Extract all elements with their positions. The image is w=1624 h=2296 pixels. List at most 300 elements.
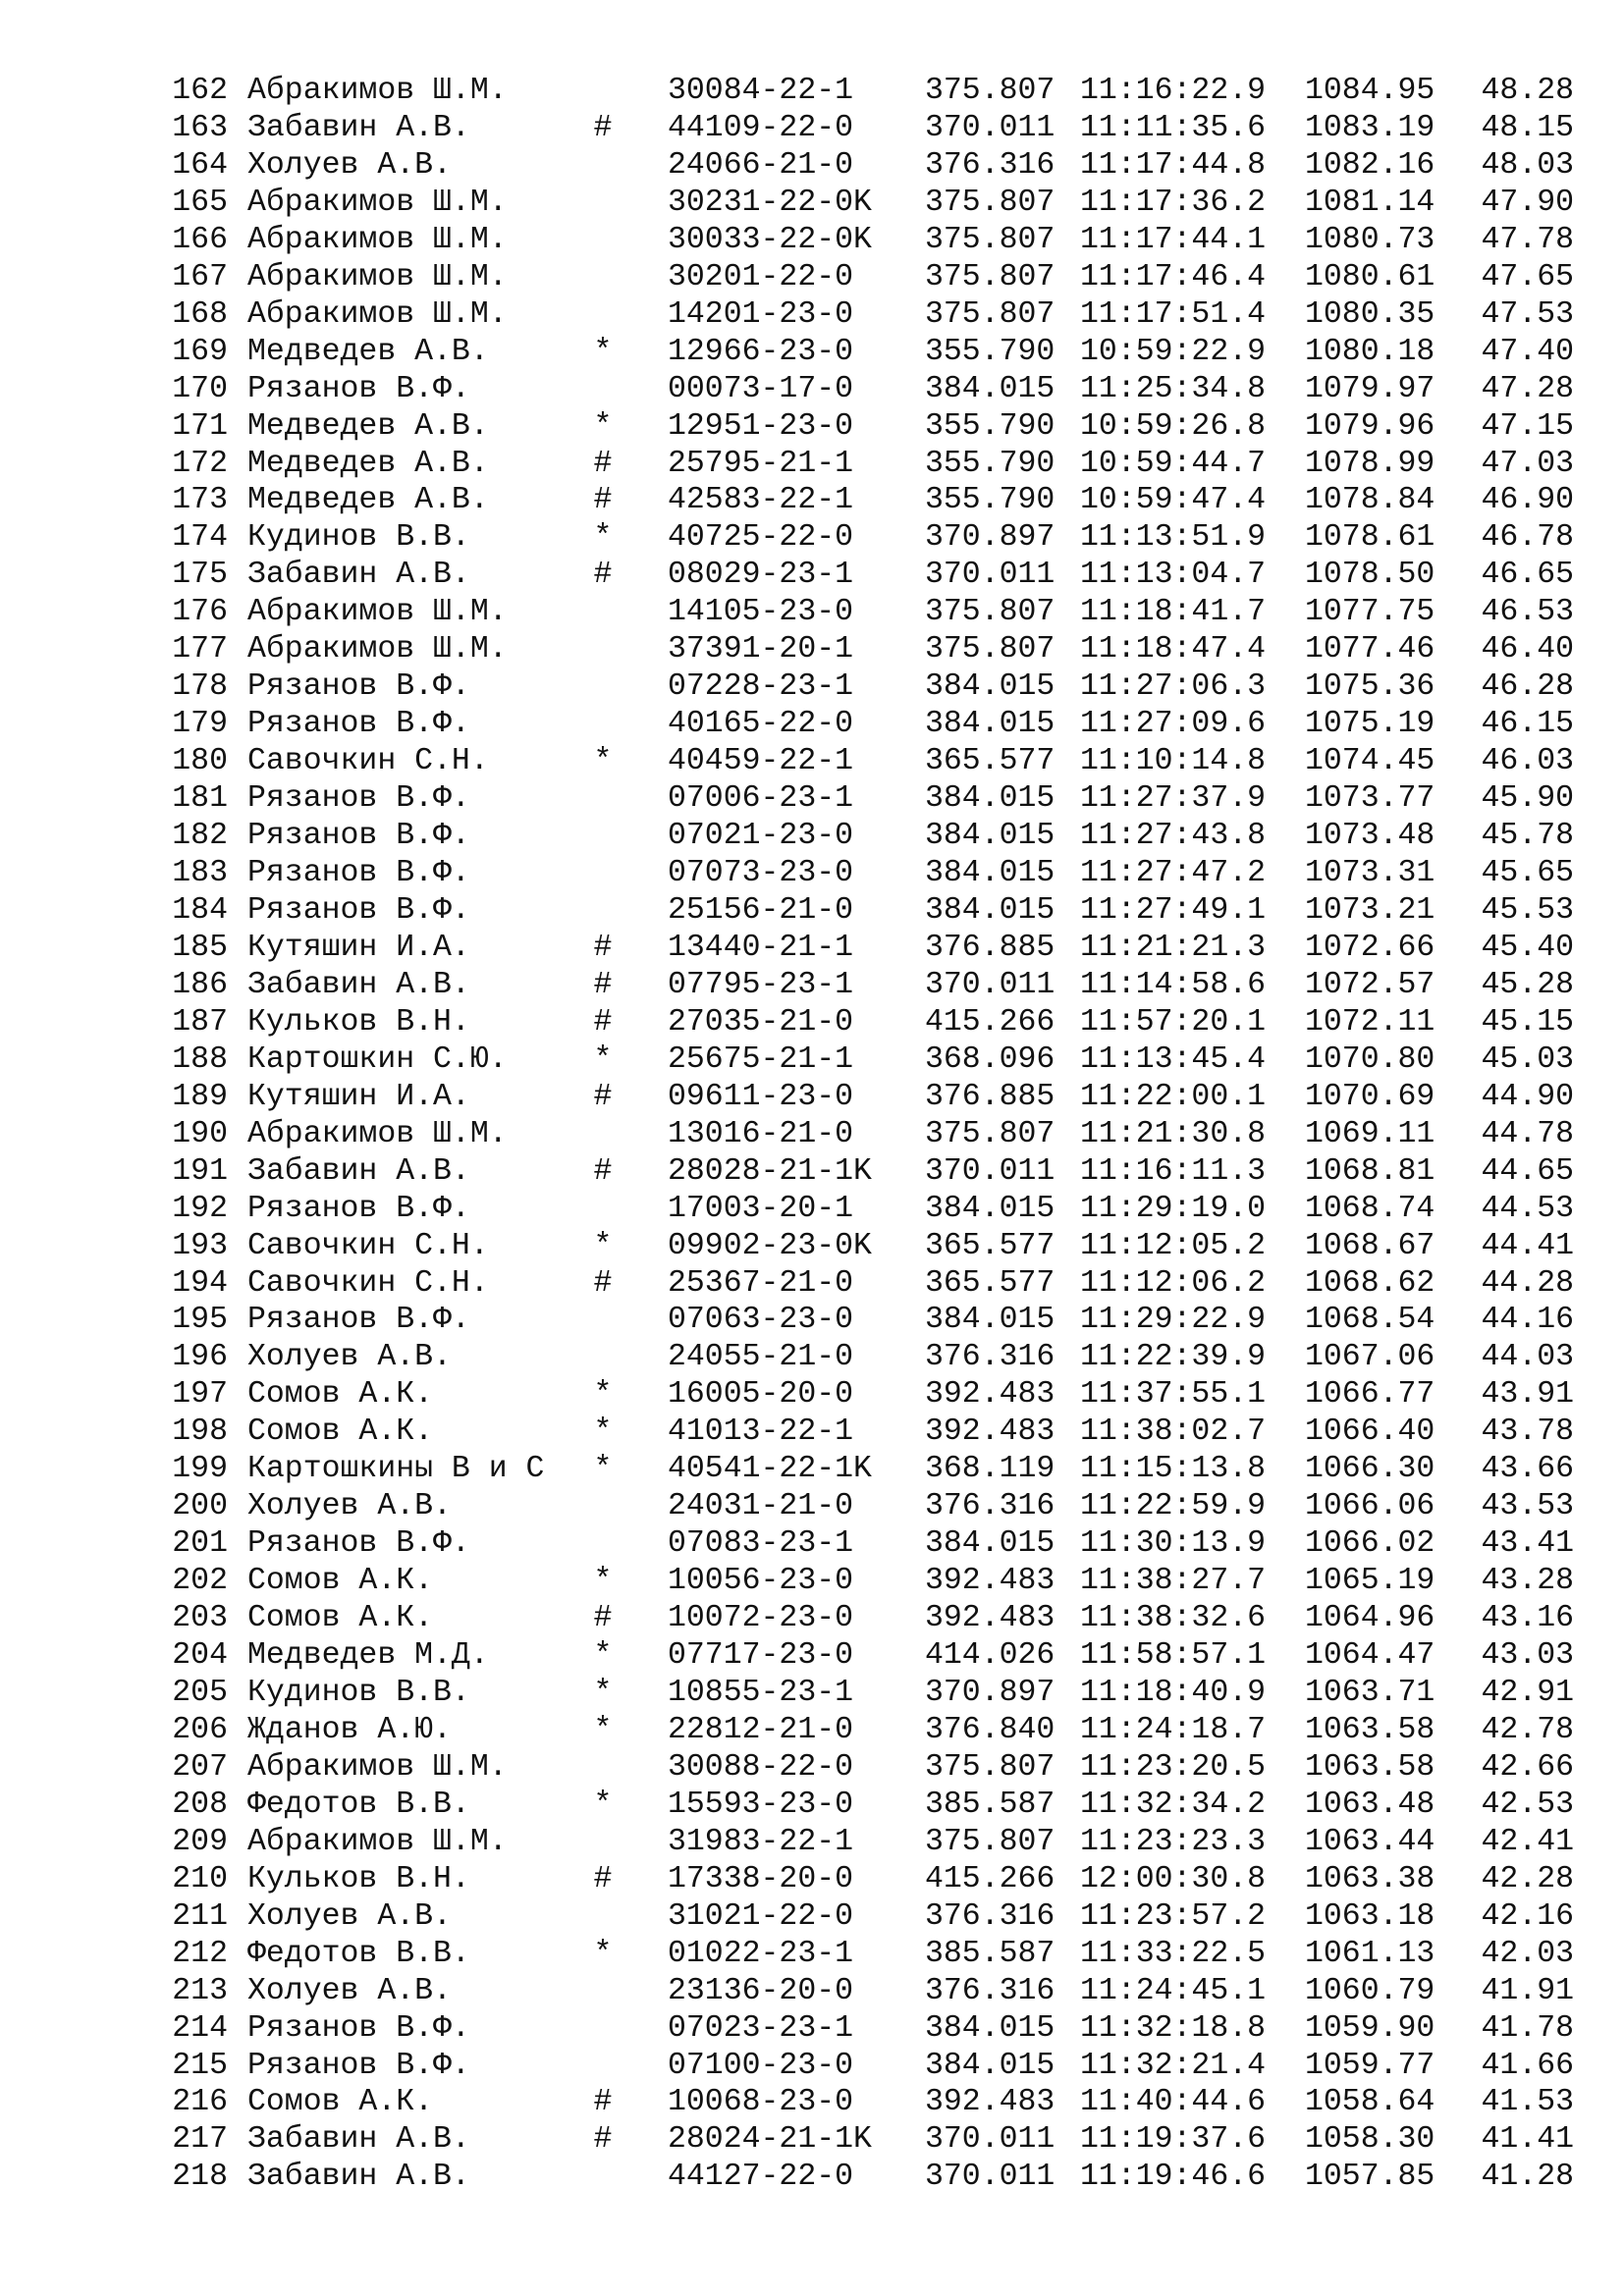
distance-value: 392.483 <box>925 1564 1056 1599</box>
arrival-time: 11:23:23.3 <box>1080 1824 1267 1859</box>
points-value: 41.78 <box>1481 2010 1574 2046</box>
points-value: 47.40 <box>1481 334 1574 369</box>
speed-value: 1063.44 <box>1305 1824 1435 1859</box>
status-mark: * <box>593 408 613 444</box>
speed-value: 1072.66 <box>1305 930 1435 965</box>
place-number: 173 <box>172 483 228 518</box>
status-mark: * <box>593 1638 613 1674</box>
ring-number: 40165-22-0 <box>668 707 854 742</box>
fancier-name: Рязанов В.Ф. <box>247 707 470 742</box>
ring-number: 07795-23-1 <box>668 967 854 1002</box>
result-row <box>169 1637 1593 1675</box>
place-number: 204 <box>172 1638 228 1674</box>
points-value: 45.15 <box>1481 1004 1574 1040</box>
arrival-time: 11:23:57.2 <box>1080 1898 1267 1934</box>
points-value: 46.15 <box>1481 707 1574 742</box>
distance-value: 414.026 <box>925 1638 1056 1674</box>
fancier-name: Кульков В.Н. <box>247 1861 470 1896</box>
result-row <box>169 1079 1593 1116</box>
fancier-name: Абракимов Ш.М. <box>247 1116 508 1151</box>
arrival-time: 11:24:45.1 <box>1080 1973 1267 2008</box>
speed-value: 1070.80 <box>1305 1041 1435 1077</box>
status-mark: * <box>593 1564 613 1599</box>
result-row <box>169 519 1593 557</box>
distance-value: 368.096 <box>925 1041 1056 1077</box>
result-row <box>169 1041 1593 1079</box>
points-value: 44.78 <box>1481 1116 1574 1151</box>
speed-value: 1069.11 <box>1305 1116 1435 1151</box>
status-mark: # <box>593 1601 613 1636</box>
distance-value: 375.807 <box>925 259 1056 294</box>
distance-value: 365.577 <box>925 1265 1056 1301</box>
result-row <box>169 1451 1593 1488</box>
ring-number: 24066-21-0 <box>668 147 854 183</box>
arrival-time: 11:23:20.5 <box>1080 1749 1267 1785</box>
points-value: 45.65 <box>1481 856 1574 891</box>
arrival-time: 12:00:30.8 <box>1080 1861 1267 1896</box>
result-row <box>169 222 1593 259</box>
speed-value: 1079.97 <box>1305 371 1435 406</box>
results-list <box>169 73 1593 2196</box>
arrival-time: 11:33:22.5 <box>1080 1936 1267 1971</box>
fancier-name: Холуев А.В. <box>247 1973 452 2008</box>
distance-value: 355.790 <box>925 483 1056 518</box>
ring-number: 08029-23-1 <box>668 558 854 593</box>
fancier-name: Холуев А.В. <box>247 1898 452 1934</box>
place-number: 188 <box>172 1041 228 1077</box>
points-value: 42.78 <box>1481 1712 1574 1747</box>
ring-number: 09902-23-0K <box>668 1228 872 1263</box>
fancier-name: Рязанов В.Ф. <box>247 1526 470 1562</box>
result-row <box>169 1488 1593 1525</box>
fancier-name: Сомов А.К. <box>247 1415 434 1450</box>
ring-number: 14105-23-0 <box>668 595 854 630</box>
ring-number: 44127-22-0 <box>668 2160 854 2195</box>
points-value: 42.16 <box>1481 1898 1574 1934</box>
result-row <box>169 1600 1593 1637</box>
points-value: 46.53 <box>1481 595 1574 630</box>
place-number: 166 <box>172 222 228 257</box>
points-value: 46.65 <box>1481 558 1574 593</box>
distance-value: 370.011 <box>925 2160 1056 2195</box>
ring-number: 13440-21-1 <box>668 930 854 965</box>
speed-value: 1066.02 <box>1305 1526 1435 1562</box>
arrival-time: 11:19:46.6 <box>1080 2160 1267 2195</box>
status-mark: * <box>593 1712 613 1747</box>
speed-value: 1073.31 <box>1305 856 1435 891</box>
distance-value: 375.807 <box>925 1749 1056 1785</box>
result-row <box>169 818 1593 855</box>
distance-value: 384.015 <box>925 2010 1056 2046</box>
speed-value: 1060.79 <box>1305 1973 1435 2008</box>
points-value: 44.90 <box>1481 1079 1574 1114</box>
ring-number: 37391-20-1 <box>668 632 854 667</box>
status-mark: * <box>593 1452 613 1487</box>
arrival-time: 11:12:05.2 <box>1080 1228 1267 1263</box>
fancier-name: Федотов В.В. <box>247 1787 470 1822</box>
place-number: 174 <box>172 520 228 556</box>
speed-value: 1073.21 <box>1305 892 1435 928</box>
place-number: 189 <box>172 1079 228 1114</box>
speed-value: 1077.75 <box>1305 595 1435 630</box>
fancier-name: Жданов А.Ю. <box>247 1712 452 1747</box>
ring-number: 07063-23-0 <box>668 1303 854 1338</box>
arrival-time: 11:24:18.7 <box>1080 1712 1267 1747</box>
points-value: 47.53 <box>1481 296 1574 332</box>
distance-value: 375.807 <box>925 185 1056 220</box>
place-number: 202 <box>172 1564 228 1599</box>
status-mark: # <box>593 110 613 145</box>
ring-number: 17003-20-1 <box>668 1191 854 1226</box>
fancier-name: Рязанов В.Ф. <box>247 2010 470 2046</box>
place-number: 218 <box>172 2160 228 2195</box>
fancier-name: Рязанов В.Ф. <box>247 1191 470 1226</box>
distance-value: 375.807 <box>925 74 1056 108</box>
ring-number: 10056-23-0 <box>668 1564 854 1599</box>
arrival-time: 11:17:51.4 <box>1080 296 1267 332</box>
distance-value: 415.266 <box>925 1861 1056 1896</box>
ring-number: 24055-21-0 <box>668 1340 854 1375</box>
points-value: 47.03 <box>1481 446 1574 481</box>
place-number: 214 <box>172 2010 228 2046</box>
arrival-time: 11:29:22.9 <box>1080 1303 1267 1338</box>
status-mark: * <box>593 334 613 369</box>
result-row <box>169 1265 1593 1303</box>
distance-value: 375.807 <box>925 296 1056 332</box>
speed-value: 1066.40 <box>1305 1415 1435 1450</box>
result-row <box>169 1675 1593 1712</box>
result-row <box>169 1153 1593 1191</box>
distance-value: 376.316 <box>925 1489 1056 1524</box>
place-number: 194 <box>172 1265 228 1301</box>
points-value: 47.90 <box>1481 185 1574 220</box>
fancier-name: Кудинов В.В. <box>247 520 470 556</box>
arrival-time: 11:21:30.8 <box>1080 1116 1267 1151</box>
status-mark: # <box>593 483 613 518</box>
arrival-time: 11:18:41.7 <box>1080 595 1267 630</box>
place-number: 170 <box>172 371 228 406</box>
fancier-name: Кутяшин И.А. <box>247 930 470 965</box>
points-value: 41.28 <box>1481 2160 1574 2195</box>
speed-value: 1083.19 <box>1305 110 1435 145</box>
ring-number: 44109-22-0 <box>668 110 854 145</box>
distance-value: 370.897 <box>925 1675 1056 1710</box>
status-mark: * <box>593 1041 613 1077</box>
points-value: 41.41 <box>1481 2122 1574 2158</box>
arrival-time: 11:17:44.1 <box>1080 222 1267 257</box>
distance-value: 385.587 <box>925 1787 1056 1822</box>
speed-value: 1074.45 <box>1305 744 1435 779</box>
ring-number: 01022-23-1 <box>668 1936 854 1971</box>
ring-number: 23136-20-0 <box>668 1973 854 2008</box>
arrival-time: 11:30:13.9 <box>1080 1526 1267 1562</box>
arrival-time: 11:17:36.2 <box>1080 185 1267 220</box>
points-value: 42.91 <box>1481 1675 1574 1710</box>
distance-value: 384.015 <box>925 707 1056 742</box>
arrival-time: 11:32:21.4 <box>1080 2048 1267 2083</box>
distance-value: 375.807 <box>925 222 1056 257</box>
status-mark: * <box>593 1377 613 1413</box>
points-value: 41.91 <box>1481 1973 1574 2008</box>
ring-number: 07073-23-0 <box>668 856 854 891</box>
fancier-name: Сомов А.К. <box>247 1377 434 1413</box>
result-row <box>169 1376 1593 1414</box>
arrival-time: 11:27:06.3 <box>1080 669 1267 705</box>
place-number: 163 <box>172 110 228 145</box>
arrival-time: 10:59:44.7 <box>1080 446 1267 481</box>
points-value: 48.15 <box>1481 110 1574 145</box>
result-row <box>169 446 1593 483</box>
arrival-time: 11:27:49.1 <box>1080 892 1267 928</box>
points-value: 46.28 <box>1481 669 1574 705</box>
distance-value: 355.790 <box>925 408 1056 444</box>
result-row <box>169 743 1593 780</box>
speed-value: 1068.67 <box>1305 1228 1435 1263</box>
distance-value: 370.011 <box>925 1153 1056 1189</box>
speed-value: 1063.58 <box>1305 1749 1435 1785</box>
points-value: 47.78 <box>1481 222 1574 257</box>
place-number: 193 <box>172 1228 228 1263</box>
ring-number: 22812-21-0 <box>668 1712 854 1747</box>
fancier-name: Савочкин С.Н. <box>247 1265 489 1301</box>
arrival-time: 11:32:18.8 <box>1080 2010 1267 2046</box>
speed-value: 1080.18 <box>1305 334 1435 369</box>
fancier-name: Холуев А.В. <box>247 1340 452 1375</box>
speed-value: 1075.19 <box>1305 707 1435 742</box>
distance-value: 376.885 <box>925 930 1056 965</box>
result-row <box>169 1191 1593 1228</box>
arrival-time: 11:15:13.8 <box>1080 1452 1267 1487</box>
status-mark: # <box>593 1004 613 1040</box>
place-number: 209 <box>172 1824 228 1859</box>
place-number: 201 <box>172 1526 228 1562</box>
points-value: 47.28 <box>1481 371 1574 406</box>
place-number: 192 <box>172 1191 228 1226</box>
distance-value: 370.011 <box>925 2122 1056 2158</box>
ring-number: 41013-22-1 <box>668 1415 854 1450</box>
points-value: 43.53 <box>1481 1489 1574 1524</box>
arrival-time: 11:16:22.9 <box>1080 74 1267 108</box>
fancier-name: Абракимов Ш.М. <box>247 1749 508 1785</box>
speed-value: 1072.57 <box>1305 967 1435 1002</box>
result-row <box>169 73 1593 110</box>
result-row <box>169 1712 1593 1749</box>
speed-value: 1063.58 <box>1305 1712 1435 1747</box>
fancier-name: Сомов А.К. <box>247 1564 434 1599</box>
speed-value: 1057.85 <box>1305 2160 1435 2195</box>
points-value: 47.15 <box>1481 408 1574 444</box>
distance-value: 392.483 <box>925 1377 1056 1413</box>
distance-value: 376.316 <box>925 147 1056 183</box>
points-value: 42.03 <box>1481 1936 1574 1971</box>
fancier-name: Рязанов В.Ф. <box>247 669 470 705</box>
place-number: 190 <box>172 1116 228 1151</box>
result-row <box>169 1824 1593 1861</box>
ring-number: 10855-23-1 <box>668 1675 854 1710</box>
ring-number: 07023-23-1 <box>668 2010 854 2046</box>
place-number: 208 <box>172 1787 228 1822</box>
result-row <box>169 1414 1593 1451</box>
ring-number: 07228-23-1 <box>668 669 854 705</box>
speed-value: 1068.62 <box>1305 1265 1435 1301</box>
speed-value: 1082.16 <box>1305 147 1435 183</box>
place-number: 215 <box>172 2048 228 2083</box>
distance-value: 384.015 <box>925 2048 1056 2083</box>
points-value: 43.28 <box>1481 1564 1574 1599</box>
ring-number: 07021-23-0 <box>668 819 854 854</box>
place-number: 197 <box>172 1377 228 1413</box>
points-value: 42.66 <box>1481 1749 1574 1785</box>
place-number: 213 <box>172 1973 228 2008</box>
status-mark: * <box>593 1675 613 1710</box>
place-number: 207 <box>172 1749 228 1785</box>
distance-value: 376.316 <box>925 1340 1056 1375</box>
place-number: 180 <box>172 744 228 779</box>
fancier-name: Забавин А.В. <box>247 110 470 145</box>
status-mark: # <box>593 1861 613 1896</box>
result-row <box>169 259 1593 296</box>
arrival-time: 11:22:59.9 <box>1080 1489 1267 1524</box>
fancier-name: Абракимов Ш.М. <box>247 74 508 108</box>
result-row <box>169 1861 1593 1898</box>
result-row <box>169 1228 1593 1265</box>
place-number: 212 <box>172 1936 228 1971</box>
arrival-time: 11:27:43.8 <box>1080 819 1267 854</box>
speed-value: 1080.35 <box>1305 296 1435 332</box>
ring-number: 42583-22-1 <box>668 483 854 518</box>
place-number: 169 <box>172 334 228 369</box>
fancier-name: Медведев А.В. <box>247 408 489 444</box>
result-row <box>169 2159 1593 2196</box>
status-mark: # <box>593 2122 613 2158</box>
fancier-name: Абракимов Ш.М. <box>247 222 508 257</box>
speed-value: 1084.95 <box>1305 74 1435 108</box>
points-value: 43.03 <box>1481 1638 1574 1674</box>
points-value: 42.41 <box>1481 1824 1574 1859</box>
speed-value: 1078.99 <box>1305 446 1435 481</box>
points-value: 41.53 <box>1481 2085 1574 2120</box>
points-value: 43.91 <box>1481 1377 1574 1413</box>
arrival-time: 11:25:34.8 <box>1080 371 1267 406</box>
speed-value: 1058.30 <box>1305 2122 1435 2158</box>
distance-value: 368.119 <box>925 1452 1056 1487</box>
place-number: 182 <box>172 819 228 854</box>
speed-value: 1061.13 <box>1305 1936 1435 1971</box>
speed-value: 1059.77 <box>1305 2048 1435 2083</box>
result-row <box>169 185 1593 222</box>
distance-value: 384.015 <box>925 1191 1056 1226</box>
status-mark: # <box>593 2085 613 2120</box>
result-row <box>169 594 1593 631</box>
fancier-name: Забавин А.В. <box>247 2160 470 2195</box>
arrival-time: 11:19:37.6 <box>1080 2122 1267 2158</box>
result-row <box>169 371 1593 408</box>
fancier-name: Медведев А.В. <box>247 446 489 481</box>
points-value: 45.28 <box>1481 967 1574 1002</box>
arrival-time: 11:18:40.9 <box>1080 1675 1267 1710</box>
arrival-time: 11:38:32.6 <box>1080 1601 1267 1636</box>
fancier-name: Рязанов В.Ф. <box>247 371 470 406</box>
place-number: 205 <box>172 1675 228 1710</box>
status-mark: * <box>593 1415 613 1450</box>
status-mark: * <box>593 1936 613 1971</box>
speed-value: 1078.50 <box>1305 558 1435 593</box>
points-value: 44.03 <box>1481 1340 1574 1375</box>
distance-value: 384.015 <box>925 1303 1056 1338</box>
arrival-time: 11:13:51.9 <box>1080 520 1267 556</box>
ring-number: 25675-21-1 <box>668 1041 854 1077</box>
result-row <box>169 2121 1593 2159</box>
result-row <box>169 1898 1593 1936</box>
status-mark: * <box>593 1787 613 1822</box>
fancier-name: Холуев А.В. <box>247 147 452 183</box>
place-number: 171 <box>172 408 228 444</box>
place-number: 199 <box>172 1452 228 1487</box>
ring-number: 30084-22-1 <box>668 74 854 108</box>
result-row <box>169 631 1593 668</box>
place-number: 167 <box>172 259 228 294</box>
arrival-time: 11:21:21.3 <box>1080 930 1267 965</box>
fancier-name: Сомов А.К. <box>247 1601 434 1636</box>
distance-value: 370.897 <box>925 520 1056 556</box>
distance-value: 375.807 <box>925 632 1056 667</box>
fancier-name: Абракимов Ш.М. <box>247 595 508 630</box>
speed-value: 1073.48 <box>1305 819 1435 854</box>
ring-number: 30201-22-0 <box>668 259 854 294</box>
speed-value: 1068.54 <box>1305 1303 1435 1338</box>
result-row <box>169 1787 1593 1824</box>
points-value: 44.16 <box>1481 1303 1574 1338</box>
speed-value: 1066.06 <box>1305 1489 1435 1524</box>
points-value: 46.78 <box>1481 520 1574 556</box>
points-value: 45.40 <box>1481 930 1574 965</box>
distance-value: 384.015 <box>925 371 1056 406</box>
result-row <box>169 1749 1593 1787</box>
result-row <box>169 668 1593 706</box>
result-row <box>169 2084 1593 2121</box>
status-mark: # <box>593 967 613 1002</box>
distance-value: 375.807 <box>925 1824 1056 1859</box>
arrival-time: 11:11:35.6 <box>1080 110 1267 145</box>
points-value: 45.90 <box>1481 781 1574 817</box>
ring-number: 28028-21-1K <box>668 1153 872 1189</box>
points-value: 42.28 <box>1481 1861 1574 1896</box>
ring-number: 10072-23-0 <box>668 1601 854 1636</box>
fancier-name: Рязанов В.Ф. <box>247 1303 470 1338</box>
ring-number: 40459-22-1 <box>668 744 854 779</box>
fancier-name: Абракимов Ш.М. <box>247 185 508 220</box>
speed-value: 1077.46 <box>1305 632 1435 667</box>
points-value: 44.41 <box>1481 1228 1574 1263</box>
ring-number: 27035-21-0 <box>668 1004 854 1040</box>
speed-value: 1063.48 <box>1305 1787 1435 1822</box>
distance-value: 355.790 <box>925 334 1056 369</box>
place-number: 195 <box>172 1303 228 1338</box>
points-value: 41.66 <box>1481 2048 1574 2083</box>
arrival-time: 11:58:57.1 <box>1080 1638 1267 1674</box>
speed-value: 1064.47 <box>1305 1638 1435 1674</box>
ring-number: 40725-22-0 <box>668 520 854 556</box>
points-value: 44.28 <box>1481 1265 1574 1301</box>
result-row <box>169 706 1593 743</box>
place-number: 168 <box>172 296 228 332</box>
place-number: 187 <box>172 1004 228 1040</box>
arrival-time: 11:32:34.2 <box>1080 1787 1267 1822</box>
place-number: 186 <box>172 967 228 1002</box>
distance-value: 365.577 <box>925 744 1056 779</box>
fancier-name: Савочкин С.Н. <box>247 744 489 779</box>
points-value: 42.53 <box>1481 1787 1574 1822</box>
